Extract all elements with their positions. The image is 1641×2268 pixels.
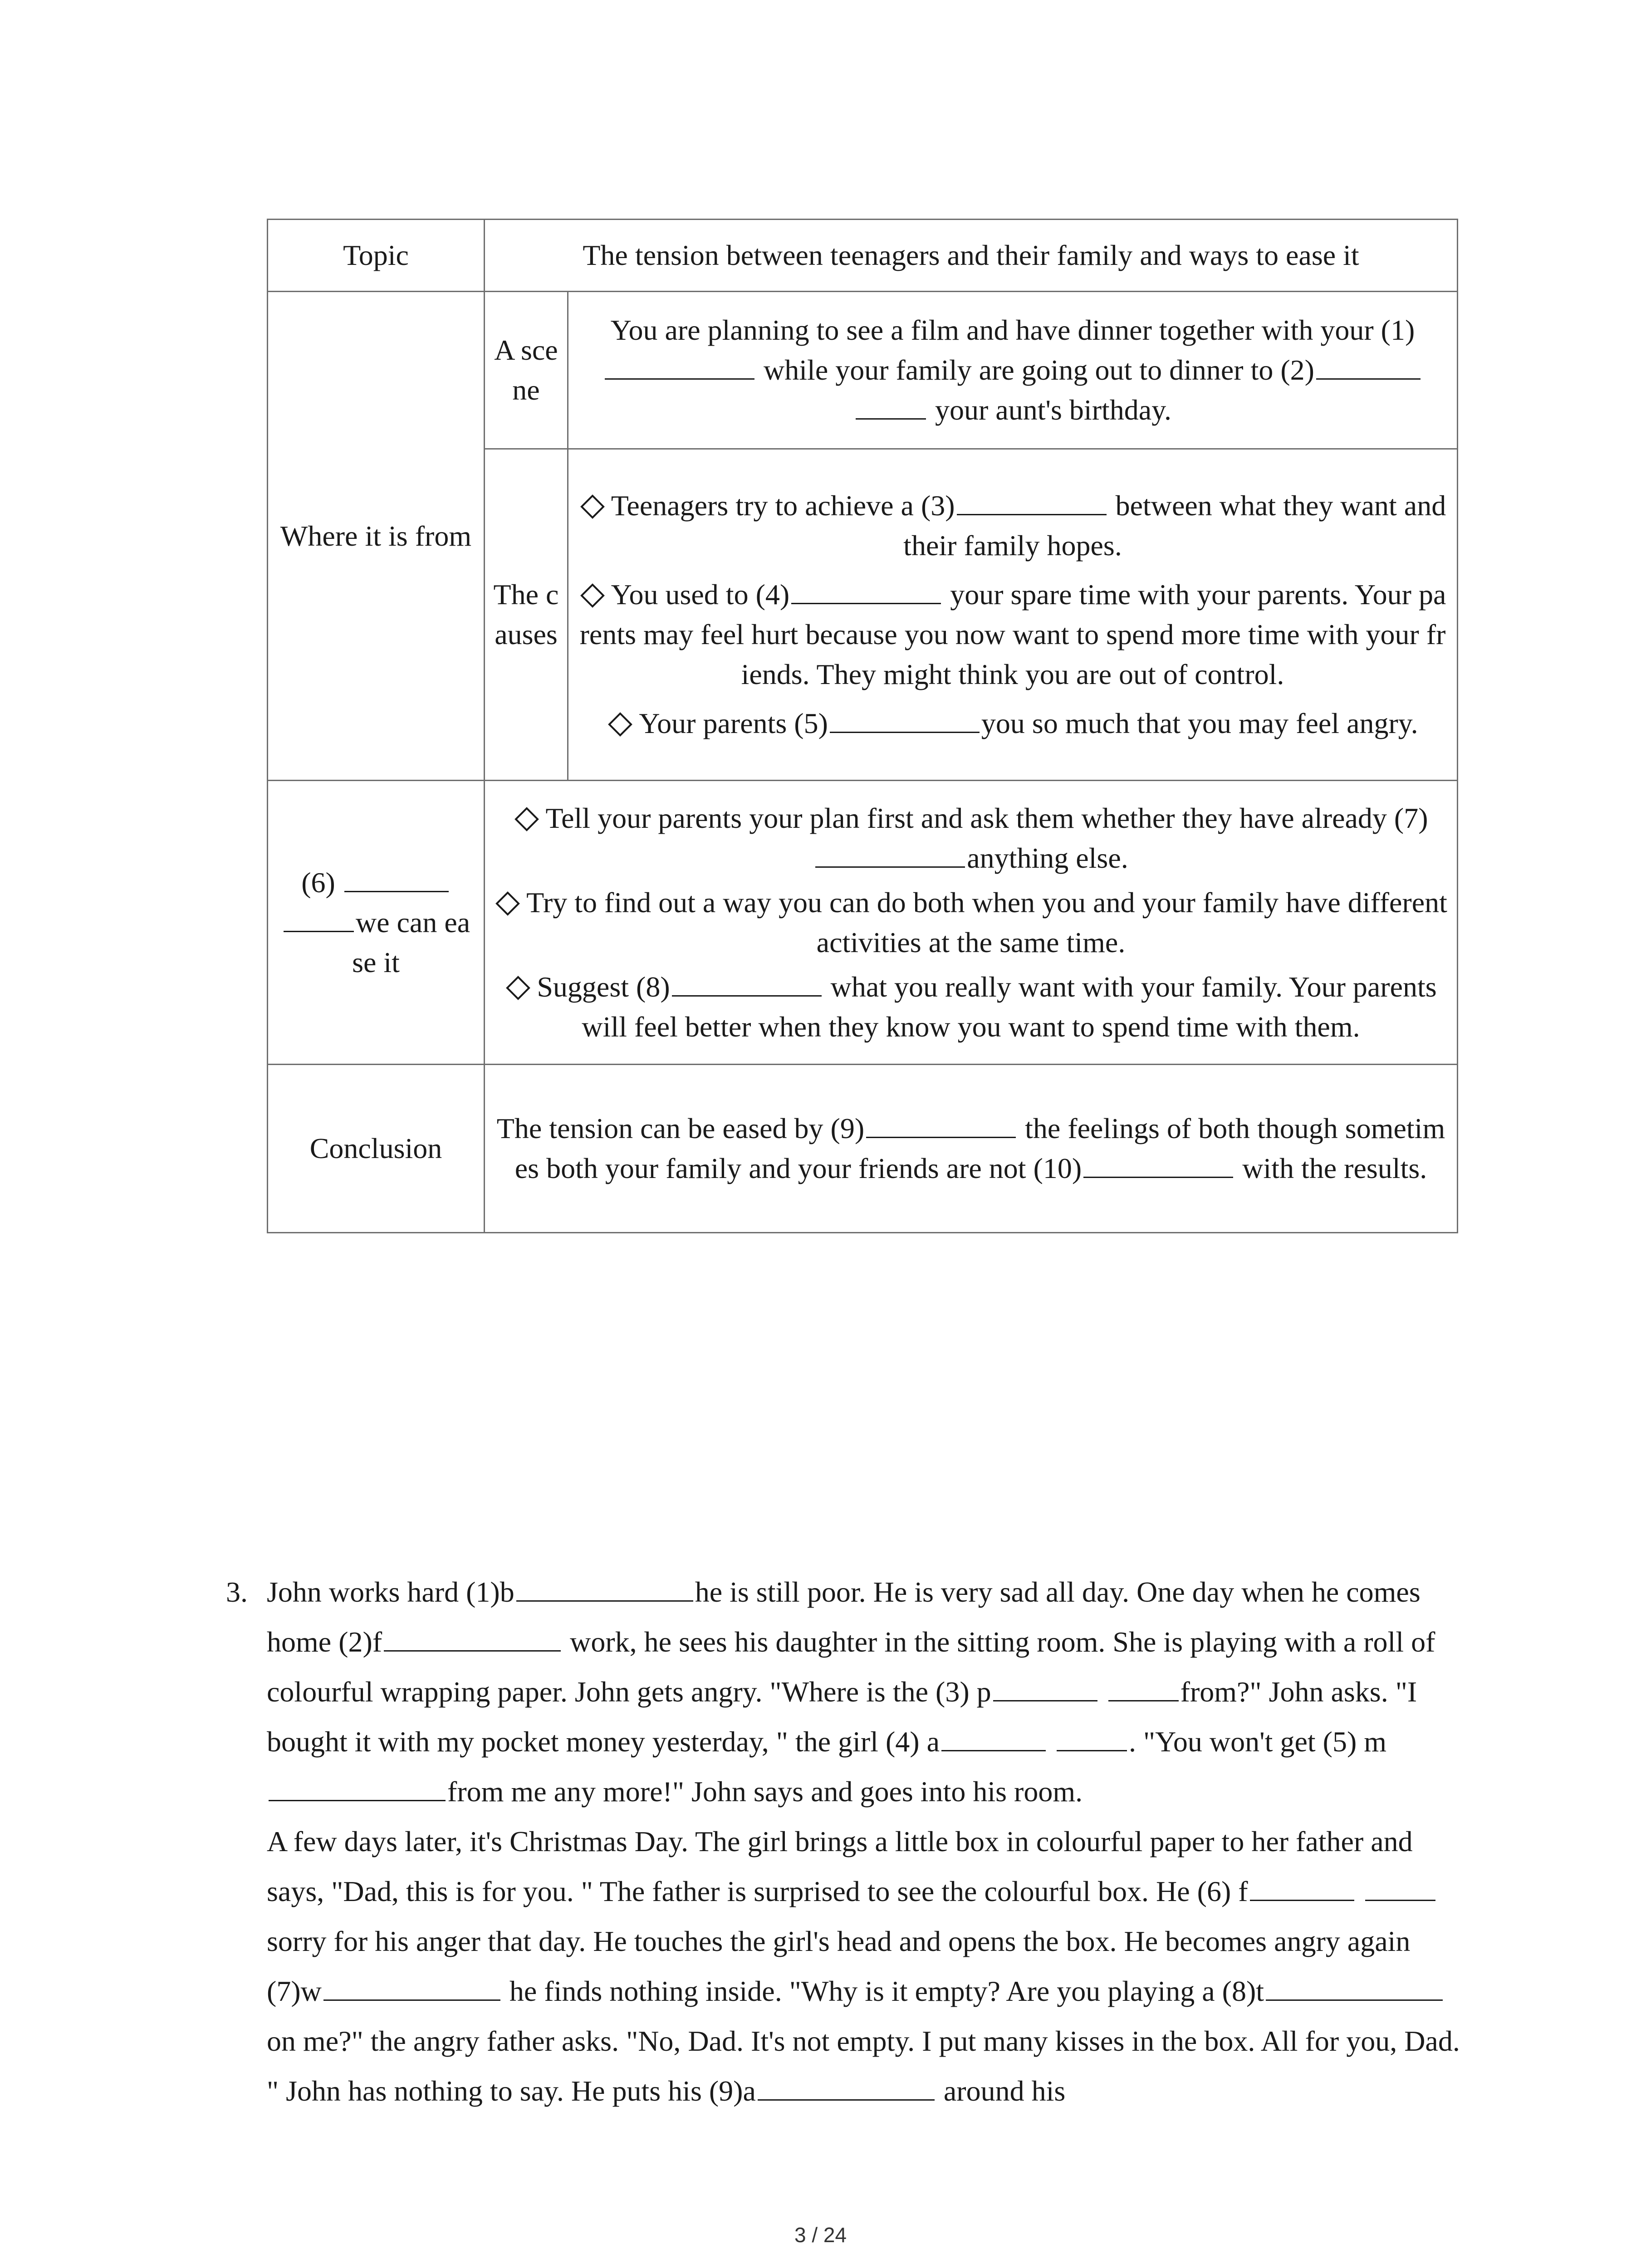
causes-text bbox=[568, 449, 1458, 781]
ease-text bbox=[485, 781, 1458, 1065]
question-number: 3. bbox=[226, 1576, 248, 1608]
ease-row bbox=[268, 781, 1458, 1065]
diamond-bullet-icon bbox=[608, 712, 632, 737]
passage-blank-8[interactable] bbox=[1266, 1972, 1443, 2001]
cause-item-1: Teenagers try to achieve a (3) between what they want and their family hopes. bbox=[577, 486, 1449, 566]
cause-item-3: Your parents (5) you so much that you may feel angry. bbox=[577, 704, 1449, 743]
passage-blank-3[interactable] bbox=[993, 1672, 1097, 1701]
diamond-bullet-icon bbox=[495, 891, 520, 916]
blank-9[interactable] bbox=[866, 1109, 1016, 1138]
passage-blank-3-cont[interactable] bbox=[1108, 1672, 1179, 1701]
topic-text: The tension between teenagers and their family and ways to ease it bbox=[485, 220, 1458, 292]
passage-paragraph-1: John works hard (1)b he is still poor. He is very sad all day. One day when he comes home (2)f work, he sees his daughter in the sitting room. She is playing with a roll of colourful wrapping paper. John gets angry. "Where is the (3) p from?" John asks. "I bought it with my pocket money yesterday, " the girl (4) a . "You won't get (5) mfrom me any more!" John says and goes into his room. bbox=[267, 1567, 1469, 1817]
blank-7[interactable] bbox=[815, 839, 965, 868]
blank-6-cont[interactable] bbox=[284, 903, 354, 932]
passage-paragraph-2: A few days later, it's Christmas Day. The girl brings a little box in colourful paper to her father and says, "Dad, this is for you. " The father is surprised to see the colourful box. He (6) f sorry for his anger that day. He touches the girl's head and opens the box. He becomes angry again (7)w he finds nothing inside. "Why is it empty? Are you playing a (8)ton me?" the angry father asks. "No, Dad. It's not empty. I put many kisses in the box. All for you, Dad. " John has nothing to say. He puts his (9)a around his bbox=[267, 1825, 1460, 2107]
passage-blank-4[interactable] bbox=[941, 1722, 1046, 1751]
conclusion-label: Conclusion bbox=[268, 1065, 485, 1233]
ease-label: (6) we can ease it bbox=[268, 781, 485, 1065]
ease-item-1: Tell your parents your plan first and ask them whether they have already (7) anything else. bbox=[493, 798, 1449, 878]
page-number: 3 / 24 bbox=[794, 2223, 847, 2247]
passage-blank-7[interactable] bbox=[323, 1972, 500, 2001]
scene-text-2: while your family are going out to dinner to (2) bbox=[764, 354, 1314, 386]
scene-text-3: your aunt's birthday. bbox=[935, 394, 1172, 426]
causes-label: The causes bbox=[485, 449, 568, 781]
passage-blank-6-cont[interactable] bbox=[1365, 1872, 1435, 1901]
ease-item-3: Suggest (8) what you really want with your family. Your parents will feel better when they know you want to spend time with them. bbox=[493, 967, 1449, 1047]
blank-5[interactable] bbox=[830, 704, 980, 733]
blank-10[interactable] bbox=[1083, 1149, 1233, 1178]
scene-text-1: You are planning to see a film and have dinner together with your (1) bbox=[610, 314, 1415, 346]
diamond-bullet-icon bbox=[506, 976, 530, 1000]
topic-row bbox=[268, 220, 1458, 292]
blank-1[interactable] bbox=[605, 351, 754, 380]
ease-item-2: Try to find out a way you can do both when you and your family have different activities at the same time. bbox=[493, 883, 1449, 963]
diamond-bullet-icon bbox=[580, 494, 605, 519]
scene-row bbox=[268, 292, 1458, 449]
blank-8[interactable] bbox=[672, 968, 822, 997]
passage-blank-6[interactable] bbox=[1250, 1872, 1354, 1901]
blank-3[interactable] bbox=[957, 486, 1107, 515]
where-label: Where it is from bbox=[268, 292, 485, 781]
passage-blank-9[interactable] bbox=[758, 2072, 935, 2101]
summary-table bbox=[267, 219, 1458, 1233]
diamond-bullet-icon bbox=[515, 807, 539, 831]
diamond-bullet-icon bbox=[580, 583, 605, 608]
blank-2[interactable] bbox=[1316, 351, 1421, 380]
topic-label: Topic bbox=[268, 220, 485, 292]
scene-label: A scene bbox=[485, 292, 568, 449]
passage-blank-2[interactable] bbox=[384, 1623, 561, 1652]
passage-blank-5[interactable] bbox=[269, 1772, 446, 1801]
passage-blank-1[interactable] bbox=[516, 1573, 693, 1602]
cloze-passage bbox=[226, 1567, 1469, 2116]
passage-blank-4-cont[interactable] bbox=[1057, 1722, 1127, 1751]
conclusion-row bbox=[268, 1065, 1458, 1233]
scene-text bbox=[568, 292, 1458, 449]
cause-item-2: You used to (4) your spare time with your parents. Your parents may feel hurt because you now want to spend more time with your friends. They might think you are out of control. bbox=[577, 575, 1449, 694]
blank-2-cont[interactable] bbox=[856, 391, 926, 420]
conclusion-text: The tension can be eased by (9) the feelings of both though sometimes both your family and your friends are not (10) with the results. bbox=[485, 1065, 1458, 1233]
blank-4[interactable] bbox=[791, 575, 941, 604]
blank-6[interactable] bbox=[344, 863, 449, 892]
